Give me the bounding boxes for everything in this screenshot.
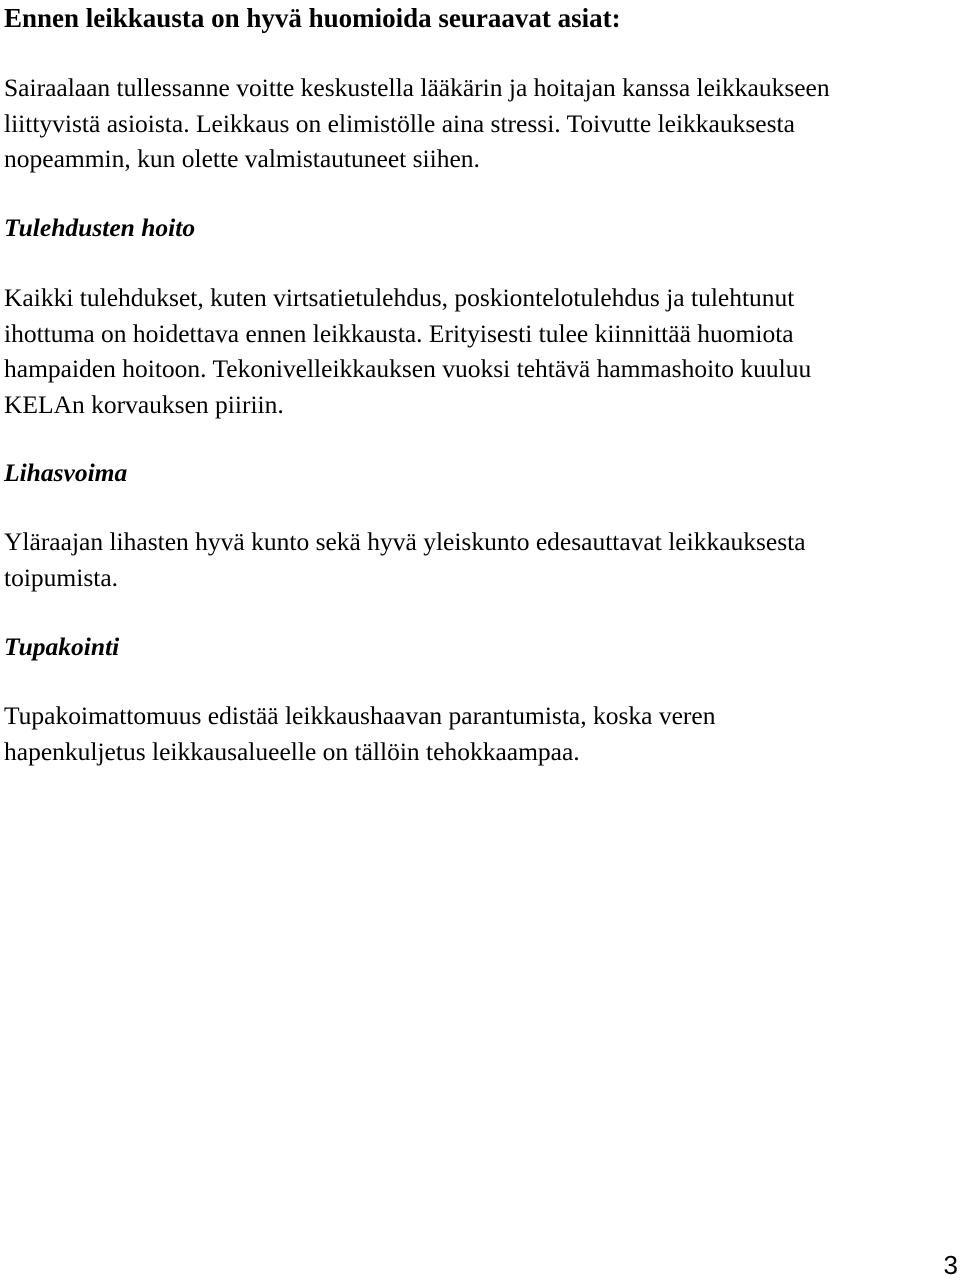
section-paragraph-lihasvoima — [4, 524, 956, 595]
intro-line: nopeammin, kun olette valmistautuneet siihen. — [4, 144, 480, 173]
section-paragraph-tulehdusten-hoito — [4, 280, 956, 422]
paragraph-line: Kaikki tulehdukset, kuten virtsatietulehdus, poskiontelotulehdus ja tulehtunut — [4, 283, 795, 312]
paragraph-line: KELAn korvauksen piiriin. — [4, 389, 284, 419]
section-heading-lihasvoima: Lihasvoima — [4, 458, 128, 487]
section-paragraph-tupakointi — [4, 698, 956, 769]
paragraph-line: hapenkuljetus leikkausalueelle on tällöin tehokkaampaa. — [4, 736, 580, 766]
paragraph-line: Yläraajan lihasten hyvä kunto sekä hyvä yleiskunto edesauttavat leikkauksesta — [4, 527, 806, 556]
page-title: Ennen leikkausta on hyvä huomioida seuraavat asiat: — [4, 3, 621, 33]
section-heading-tupakointi: Tupakointi — [4, 632, 120, 661]
paragraph-line: Tupakoimattomuus edistää leikkaushaavan parantumista, koska veren — [4, 701, 716, 730]
page-number: 3 — [943, 1250, 958, 1280]
paragraph-line: hampaiden hoitoon. Tekonivelleikkauksen vuoksi tehtävä hammashoito kuuluu — [4, 354, 812, 383]
intro-line: Sairaalaan tullessanne voitte keskustella lääkärin ja hoitajan kanssa leikkaukseen — [4, 73, 830, 102]
paragraph-line: toipumista. — [4, 562, 119, 592]
intro-paragraph — [4, 70, 956, 177]
intro-line: liittyvistä asioista. Leikkaus on elimistölle aina stressi. Toivutte leikkauksesta — [4, 108, 795, 138]
section-heading-tulehdusten-hoito: Tulehdusten hoito — [4, 213, 196, 242]
paragraph-line: ihottuma on hoidettava ennen leikkausta. Erityisesti tulee kiinnittää huomiota — [4, 318, 794, 348]
